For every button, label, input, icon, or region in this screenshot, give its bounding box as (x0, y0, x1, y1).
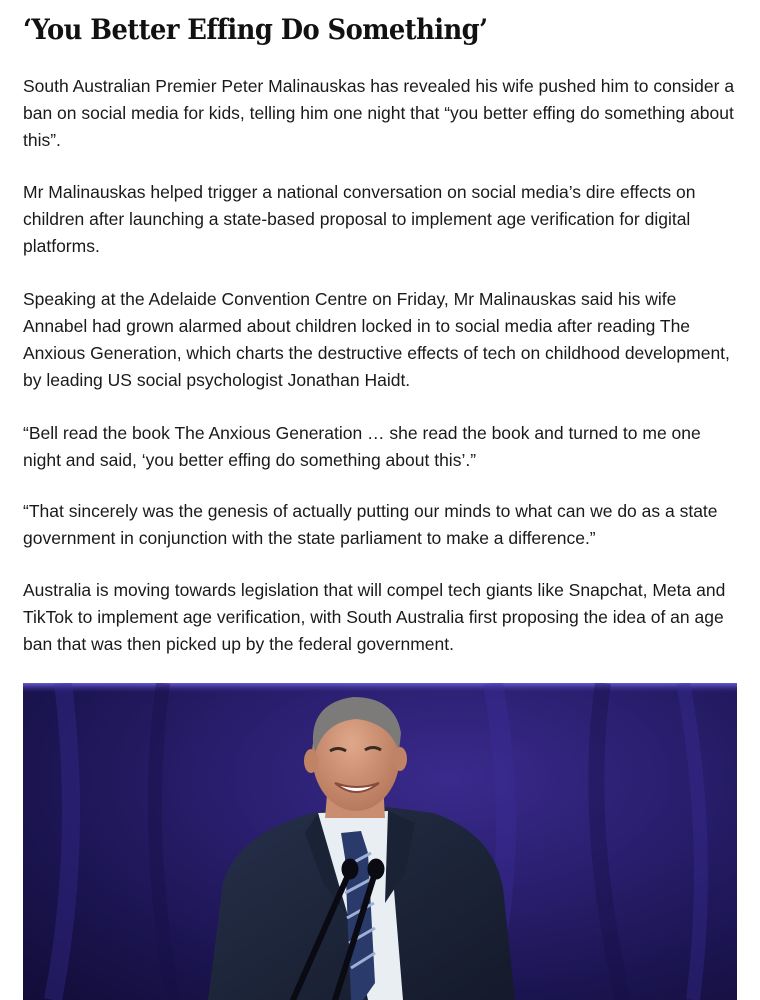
speaker-photo-illustration (23, 683, 737, 1000)
article-photo (23, 683, 737, 1000)
speaker-ear-left (304, 749, 318, 773)
article-paragraph-6: Australia is moving towards legislation that will compel tech giants like Snapchat, Meta and TikTok to implement age verification, with South Australia first proposing the idea of an age ban that was then picked up by the federal government. (23, 580, 726, 654)
article-paragraph-4: “Bell read the book The Anxious Generation … she read the book and turned to me one night and said, ‘you better effing do something about this’.” (23, 423, 701, 470)
article-paragraph-1: South Australian Premier Peter Malinauskas has revealed his wife pushed him to consider a ban on social media for kids, telling him one night that “you better effing do something about this”. (23, 76, 735, 150)
article-paragraph-5: “That sincerely was the genesis of actually putting our minds to what can we do as a state government in conjunction with the state parliament to make a difference.” (23, 501, 718, 548)
stage-light-edge (23, 683, 737, 693)
article-paragraph-3: Speaking at the Adelaide Convention Centre on Friday, Mr Malinauskas said his wife Annabel had grown alarmed about children locked in to social media after reading The Anxious Generation, which charts the destructive effects of tech on childhood development, by leading US social psychologist Jonathan Haidt. (23, 289, 730, 390)
article-paragraph-2: Mr Malinauskas helped trigger a national conversation on social media’s dire effects on children after launching a state-based proposal to implement age verification for digital platforms. (23, 182, 696, 256)
article-headline: ‘You Better Effing Do Something’ (23, 13, 488, 46)
speaker-ear-right (393, 747, 407, 771)
article (23, 0, 741, 654)
